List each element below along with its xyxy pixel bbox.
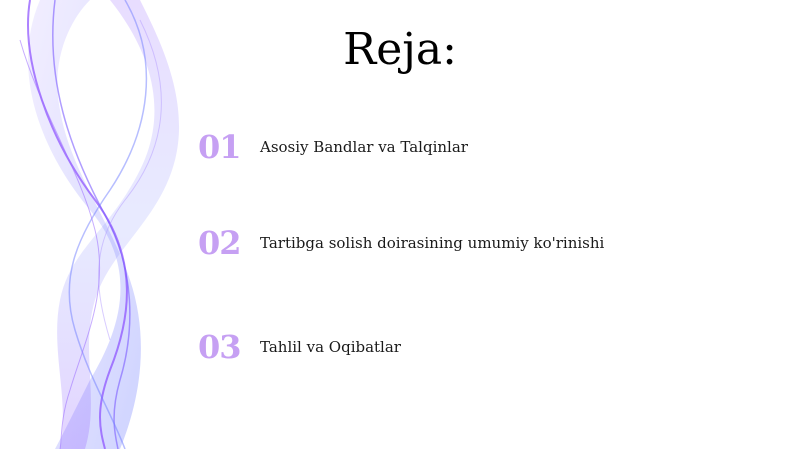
agenda-item-1	[198, 127, 468, 167]
agenda-label: Tahlil va Oqibatlar	[260, 338, 401, 356]
agenda-label: Asosiy Bandlar va Talqinlar	[260, 138, 468, 156]
agenda-number: 01	[198, 128, 241, 166]
agenda-number: 02	[198, 224, 241, 262]
agenda-item-3	[198, 327, 401, 367]
agenda-number: 03	[198, 328, 241, 366]
slide-title: Reja:	[343, 24, 457, 75]
decorative-ribbon-graphic	[0, 0, 230, 449]
agenda-item-2	[198, 223, 604, 263]
agenda-label: Tartibga solish doirasining umumiy ko'rinishi	[260, 234, 605, 252]
